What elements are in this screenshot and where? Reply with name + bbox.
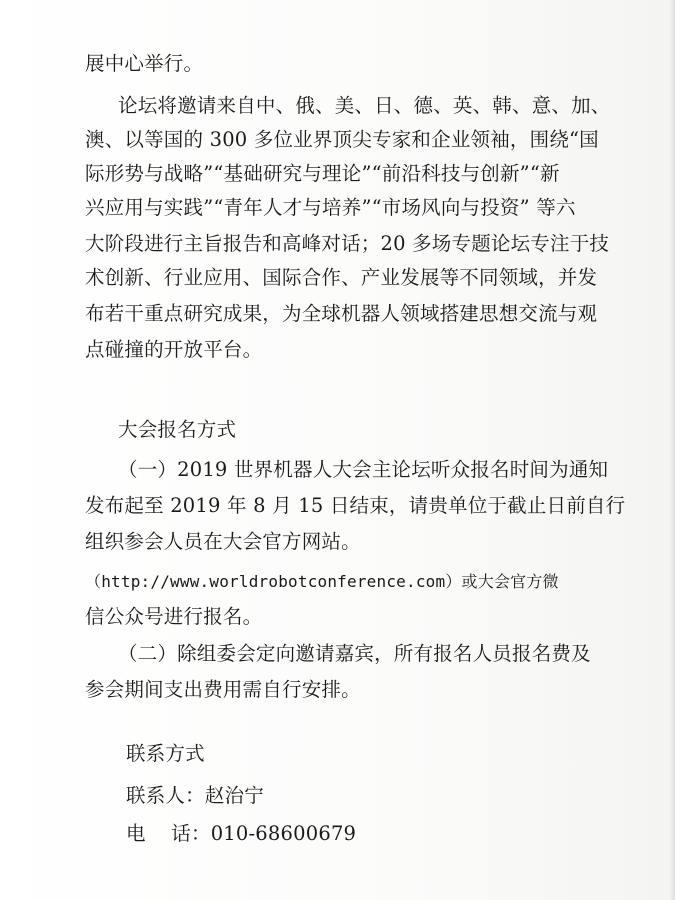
paragraph-line: （一）2019 世界机器人大会主论坛听众报名时间为通知 xyxy=(118,458,609,481)
paragraph-line: 组织参会人员在大会官方网站。 xyxy=(85,530,361,553)
paragraph-line: 论坛将邀请来自中、俄、美、日、德、英、韩、意、加、 xyxy=(118,94,611,117)
website-url-line: （http://www.worldrobotconference.com）或大会官方微 xyxy=(85,572,559,591)
paragraph-line: 信公众号进行报名。 xyxy=(85,605,263,628)
paragraph-line: 大阶段进行主旨报告和高峰对话；20 多场专题论坛专注于技 xyxy=(85,232,610,255)
paragraph-line: 发布起至 2019 年 8 月 15 日结束，请贵单位于截止日前自行 xyxy=(85,494,626,517)
contact-person: 联系人：赵治宁 xyxy=(126,784,264,807)
paragraph-line: 展中心举行。 xyxy=(85,52,204,75)
paragraph-line: 兴应用与实践”“青年人才与培养”“市场风向与投资” 等六 xyxy=(85,196,576,219)
page-edge-shadow xyxy=(669,0,675,900)
section-heading-contact: 联系方式 xyxy=(126,742,205,765)
paragraph-line: 际形势与战略”“基础研究与理论”“前沿科技与创新”“新 xyxy=(85,162,560,185)
contact-phone: 电 话：010-68600679 xyxy=(126,822,357,845)
paragraph-line: 术创新、行业应用、国际合作、产业发展等不同领域，并发 xyxy=(85,266,598,289)
section-heading-registration: 大会报名方式 xyxy=(118,418,237,441)
paragraph-line: （二）除组委会定向邀请嘉宾，所有报名人员报名费及 xyxy=(118,642,591,665)
paragraph-line: 布若干重点研究成果，为全球机器人领域搭建思想交流与观 xyxy=(85,302,598,325)
paragraph-line: 点碰撞的开放平台。 xyxy=(85,338,263,361)
paragraph-line: 参会期间支出费用需自行安排。 xyxy=(85,678,361,701)
paragraph-line: 澳、以等国的 300 多位业界顶尖专家和企业领袖，围绕“国 xyxy=(85,128,599,151)
